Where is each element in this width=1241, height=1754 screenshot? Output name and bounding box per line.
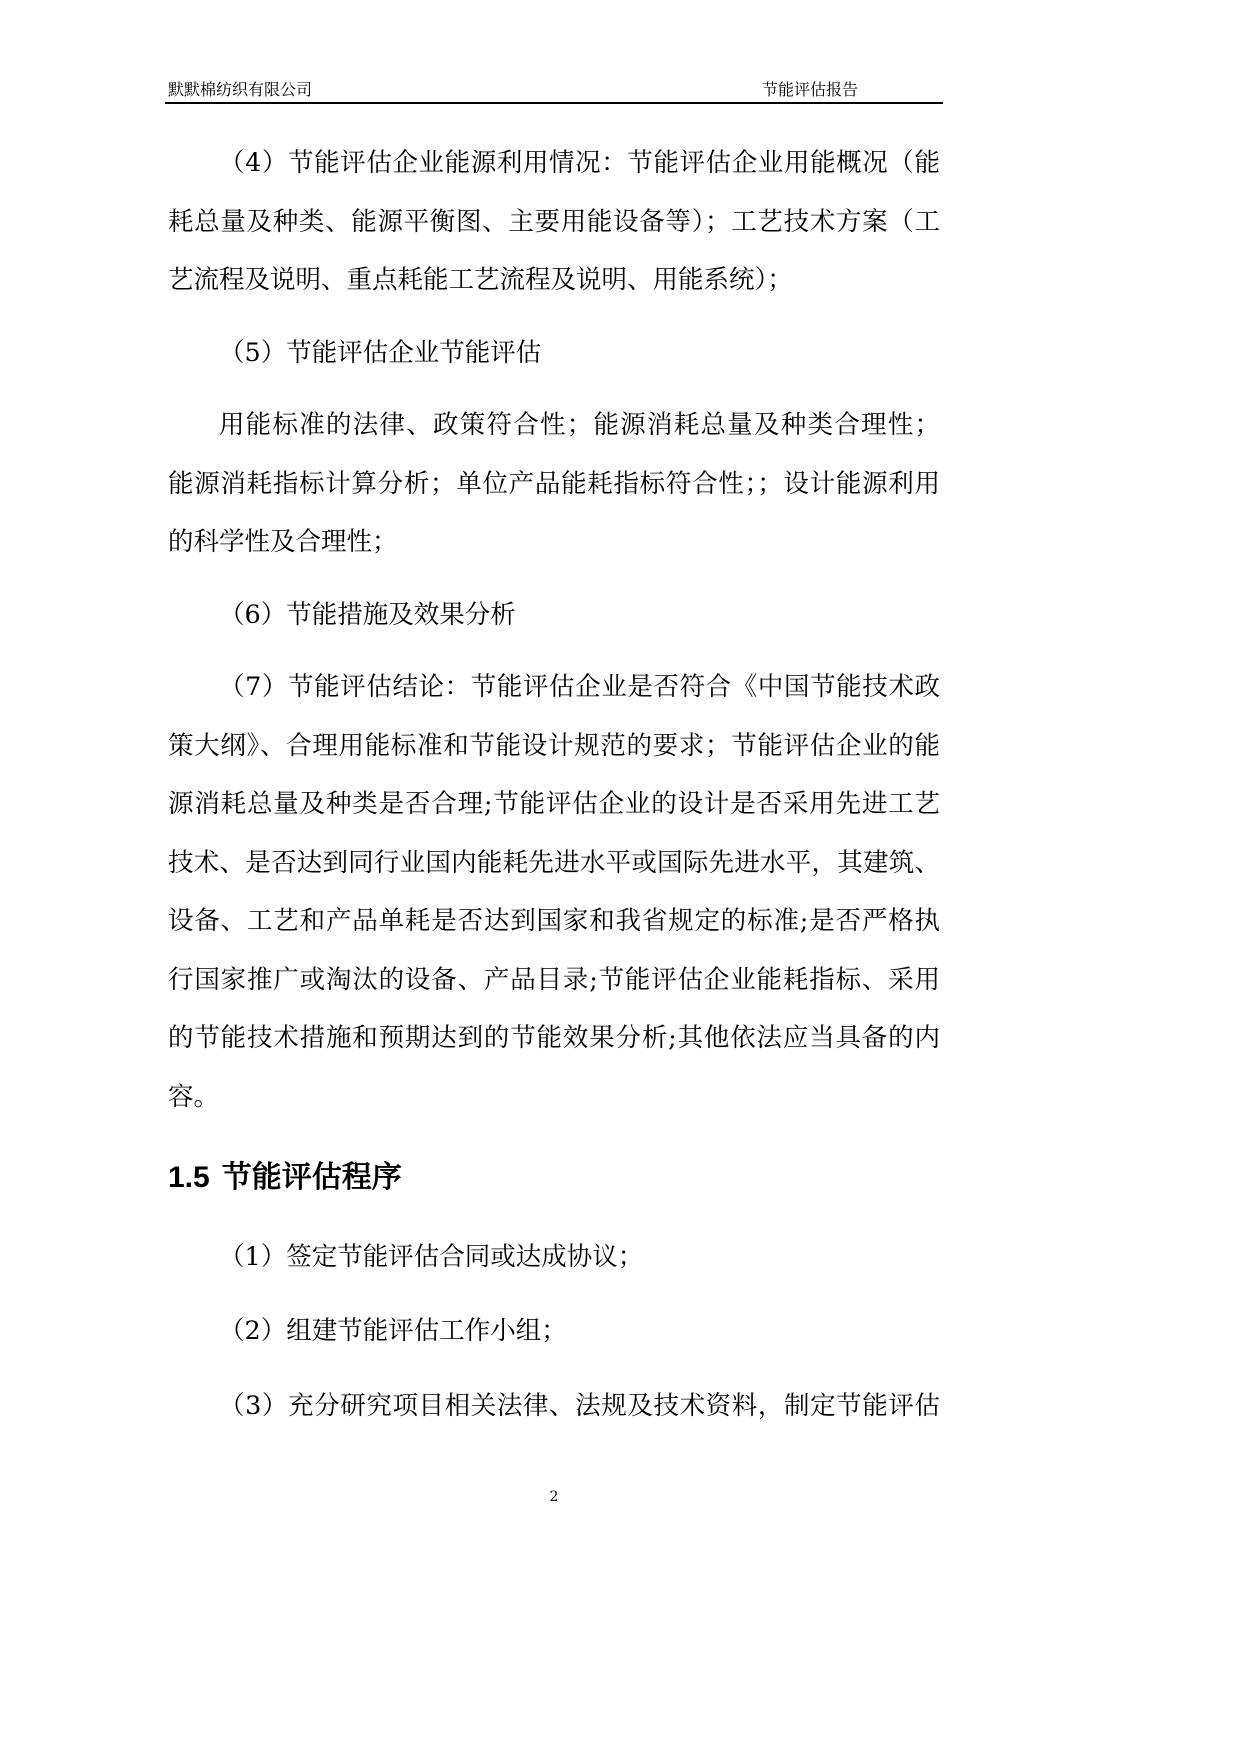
section-heading [168, 1149, 940, 1208]
paragraph-line: 的科学性及合理性； [168, 527, 398, 557]
paragraph-line: （4）节能评估企业能源利用情况：节能评估企业用能概况（能 [219, 148, 940, 178]
paragraph-item-5-detail [168, 396, 940, 572]
paragraph-line: （1）签定节能评估合同或达成协议； [219, 1241, 644, 1272]
paragraph-line: 源消耗总量及种类是否合理;节能评估企业的设计是否采用先进工艺 [168, 789, 940, 819]
paragraph-line: 艺流程及说明、重点耗能工艺流程及说明、用能系统）； [168, 265, 793, 295]
page-body [168, 134, 940, 1451]
paragraph-line: （5）节能评估企业节能评估 [219, 337, 542, 368]
header-company-name: 默默棉纺织有限公司 [168, 80, 313, 99]
procedure-step-3 [168, 1377, 940, 1436]
paragraph-item-5 [168, 324, 940, 383]
procedure-step-1 [168, 1228, 940, 1287]
page-number: 2 [549, 1489, 559, 1505]
paragraph-line: 策大纲》、合理用能标准和节能设计规范的要求；节能评估企业的能 [168, 730, 940, 761]
paragraph-item-7 [168, 658, 940, 1126]
paragraph-item-4 [168, 134, 940, 310]
paragraph-line: 容。 [168, 1081, 220, 1112]
paragraph-line: （6）节能措施及效果分析 [219, 599, 516, 630]
header-report-title: 节能评估报告 [762, 80, 859, 99]
paragraph-line: （3）充分研究项目相关法律、法规及技术资料，制定节能评估 [219, 1390, 940, 1421]
heading-number: 1.5 [168, 1161, 210, 1194]
paragraph-line: 能源消耗指标计算分析；单位产品能耗指标符合性；；设计能源利用 [168, 468, 940, 499]
paragraph-line: （2）组建节能评估工作小组； [219, 1316, 567, 1346]
paragraph-line: 耗总量及种类、能源平衡图、主要用能设备等）；工艺技术方案（工 [168, 206, 940, 237]
header-rule [165, 102, 943, 104]
paragraph-line: 行国家推广或淘汰的设备、产品目录;节能评估企业能耗指标、采用 [168, 964, 940, 995]
paragraph-line: 的节能技术措施和预期达到的节能效果分析;其他依法应当具备的内 [168, 1023, 940, 1053]
paragraph-line: 设备、工艺和产品单耗是否达到国家和我省规定的标准;是否严格执 [168, 906, 940, 936]
paragraph-line: （7）节能评估结论：节能评估企业是否符合《中国节能技术政 [219, 672, 940, 702]
paragraph-item-6 [168, 586, 940, 645]
paragraph-line: 用能标准的法律、政策符合性；能源消耗总量及种类合理性； [219, 410, 940, 440]
heading-title: 节能评估程序 [221, 1161, 402, 1194]
procedure-step-2 [168, 1302, 940, 1361]
paragraph-line: 技术、是否达到同行业国内能耗先进水平或国际先进水平，其建筑、 [168, 847, 940, 878]
page-header [168, 78, 942, 102]
